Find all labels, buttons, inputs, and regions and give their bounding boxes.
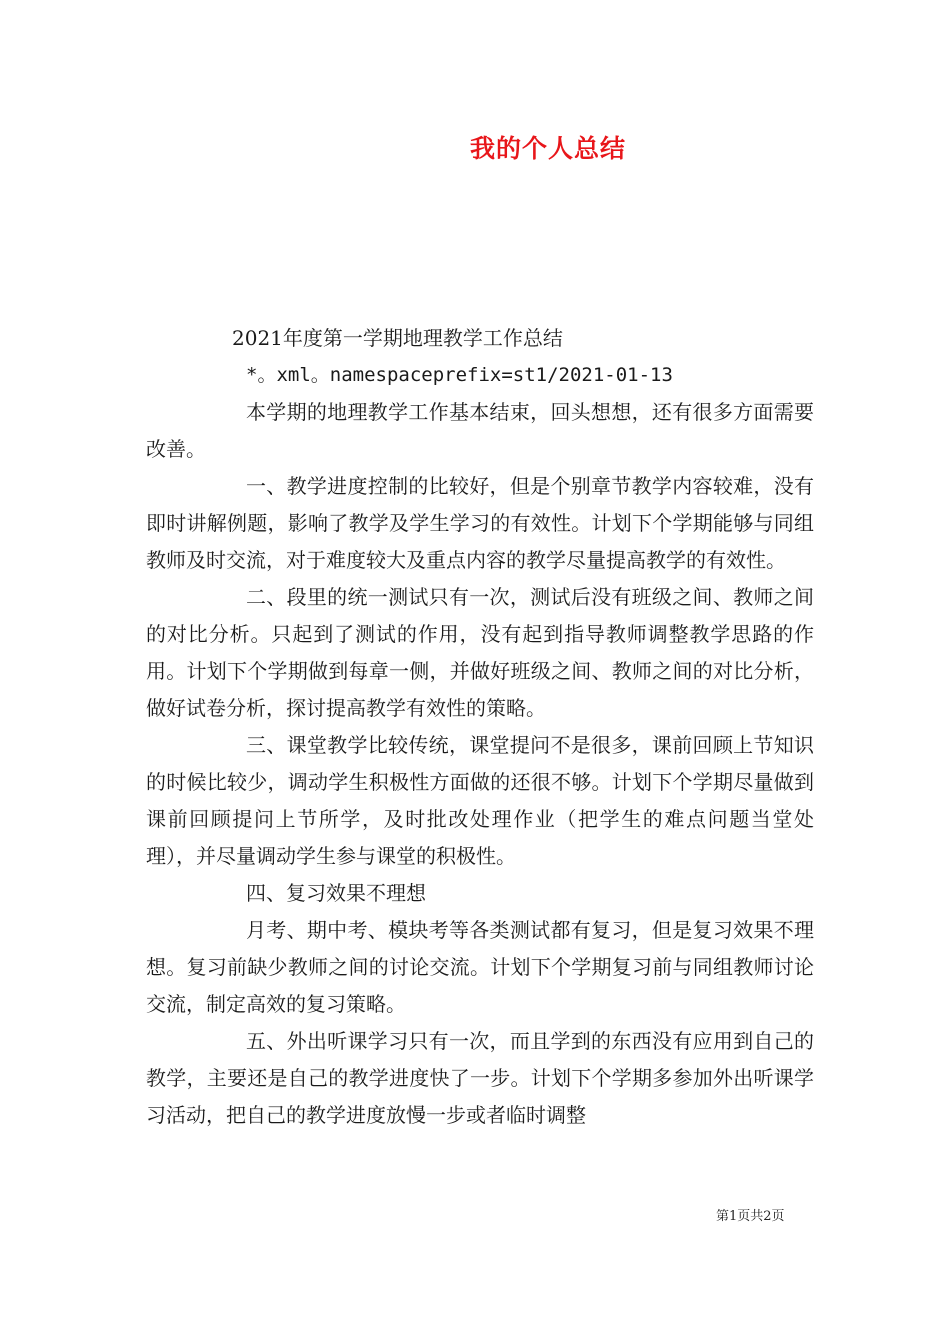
paragraph-intro: 本学期的地理教学工作基本结束，回头想想，还有很多方面需要改善。 [146, 400, 814, 461]
paragraph-section-5: 五、外出听课学习只有一次，而且学到的东西没有应用到自己的教学，主要还是自己的教学进度快了一步。计划下个学期多参加外出听课学习活动，把自己的教学进度放慢一步或者临时调整 [146, 1029, 814, 1127]
page-number-footer: 第1页共2页 [716, 1209, 785, 1224]
document-meta-line: *。xml。namespaceprefix=st1/2021-01-13 [246, 364, 673, 386]
paragraph-section-1: 一、教学进度控制的比较好，但是个别章节教学内容较难，没有即时讲解例题，影响了教学及学生学习的有效性。计划下个学期能够与同组教师及时交流，对于难度较大及重点内容的教学尽量提高教学的有效性。 [146, 474, 814, 572]
paragraph-section-4-heading: 四、复习效果不理想 [246, 881, 426, 905]
document-subtitle: 2021年度第一学期地理教学工作总结 [232, 326, 563, 350]
paragraph-section-2: 二、段里的统一测试只有一次，测试后没有班级之间、教师之间的对比分析。只起到了测试的作用，没有起到指导教师调整教学思路的作用。计划下个学期做到每章一侧，并做好班级之间、教师之间的对比分析，做好试卷分析，探讨提高教学有效性的策略。 [146, 585, 814, 720]
document-title: 我的个人总结 [470, 134, 627, 163]
document-body [146, 320, 814, 1134]
paragraph-section-4-body: 月考、期中考、模块考等各类测试都有复习，但是复习效果不理想。复习前缺少教师之间的讨论交流。计划下个学期复习前与同组教师讨论交流，制定高效的复习策略。 [146, 918, 814, 1016]
paragraph-section-3: 三、课堂教学比较传统，课堂提问不是很多，课前回顾上节知识的时候比较少，调动学生积极性方面做的还很不够。计划下个学期尽量做到课前回顾提问上节所学，及时批改处理作业（把学生的难点问题当堂处理），并尽量调动学生参与课堂的积极性。 [146, 733, 814, 868]
